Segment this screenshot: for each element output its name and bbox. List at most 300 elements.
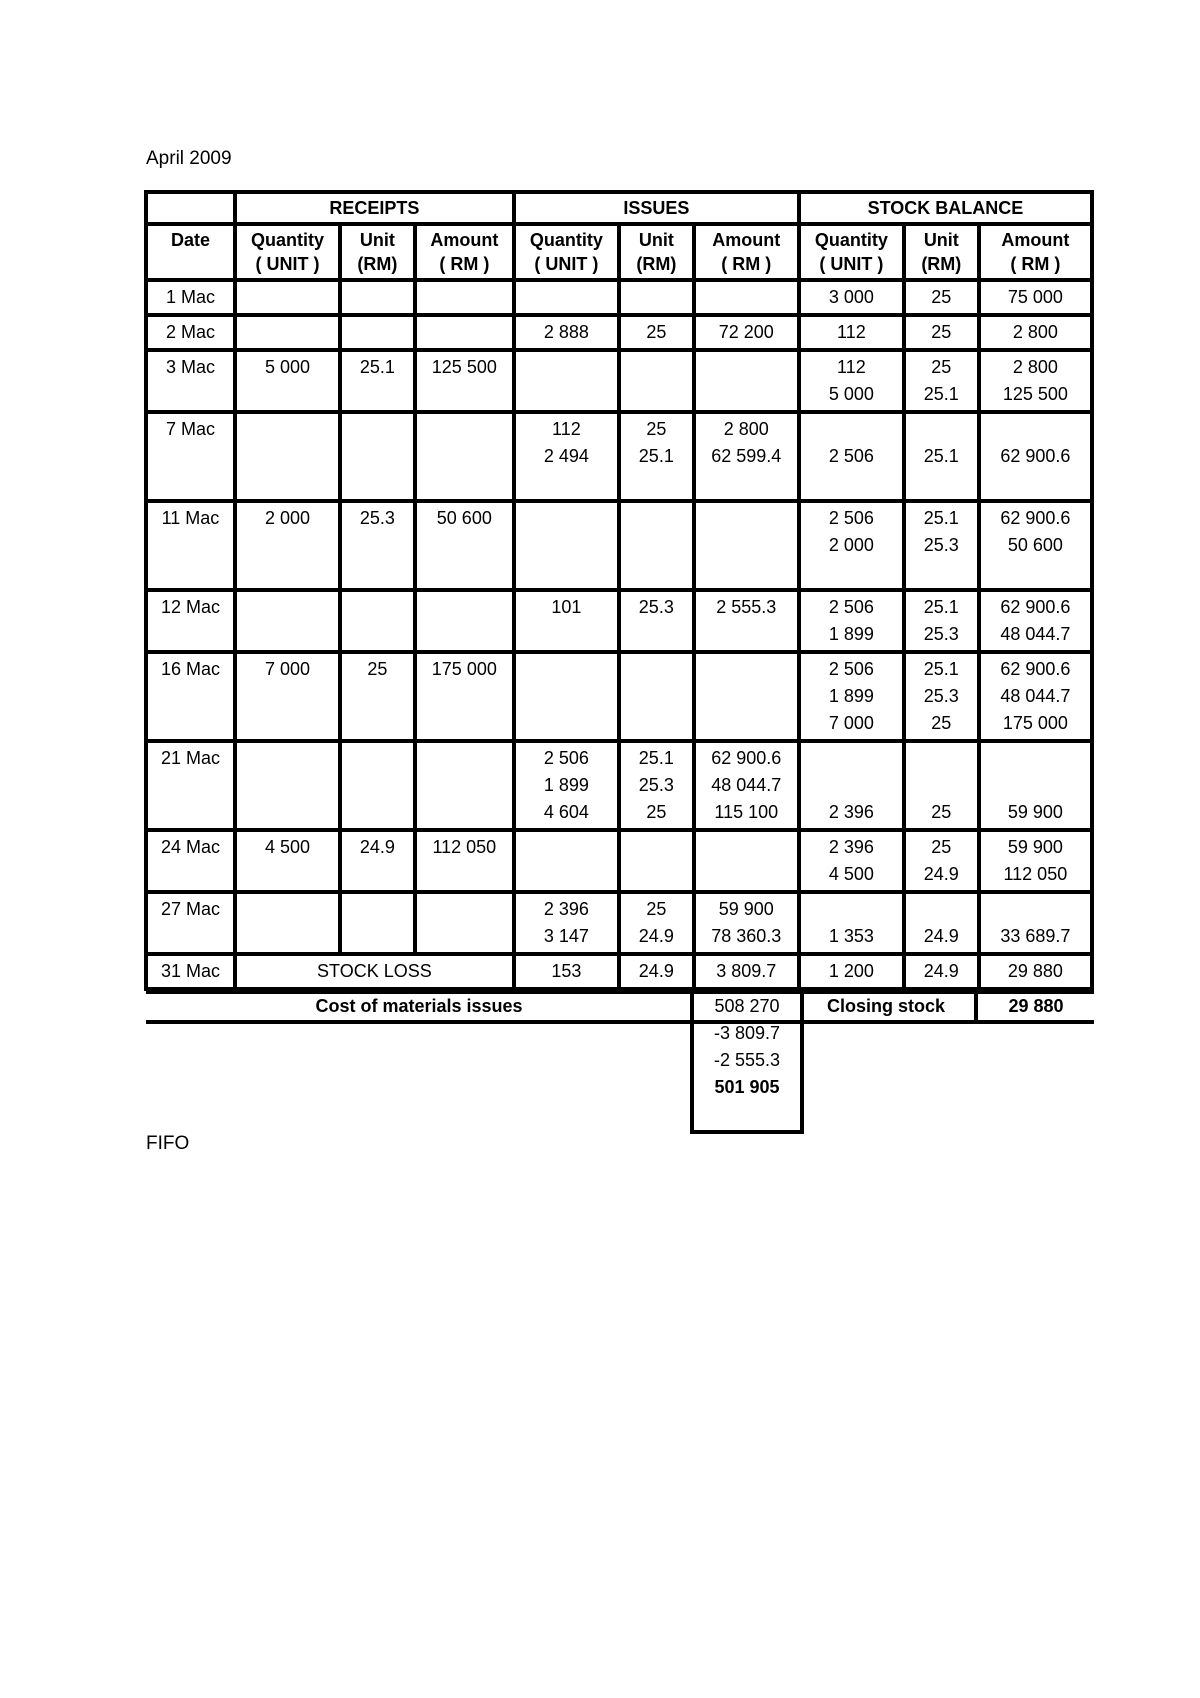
table-row: [146, 741, 1092, 830]
cell-line: [908, 559, 975, 586]
value-cell: [415, 741, 514, 830]
cell-line: 62 900.6: [1000, 659, 1071, 679]
value-cell: [340, 315, 415, 350]
value-cell: [415, 830, 514, 892]
cell-line: [239, 470, 336, 497]
date-cell: 2 Mac: [146, 315, 235, 350]
value-cell: [799, 280, 904, 315]
cell-line: 62 599.4: [711, 446, 782, 466]
date-cell: 12 Mac: [146, 590, 235, 652]
cell-line: [908, 470, 975, 497]
cell-line: [419, 799, 510, 826]
table-row: [146, 350, 1092, 412]
cell-line: [419, 284, 510, 311]
cell-line: 25.1: [638, 446, 674, 466]
cell-line: [698, 710, 795, 737]
cell-line: [698, 354, 795, 381]
cell-line: [518, 470, 615, 497]
cell-line: 1 899: [543, 775, 589, 795]
cell-line: 2 506: [828, 659, 874, 679]
cell-line: [239, 416, 336, 443]
cell-line: [419, 470, 510, 497]
table-row: [146, 412, 1092, 501]
value-cell: [694, 954, 799, 989]
value-cell: [514, 741, 619, 830]
value-cell: [340, 590, 415, 652]
cell-line: [518, 834, 615, 861]
cell-line: 24.9: [923, 961, 959, 981]
cell-line: [698, 284, 795, 311]
column-header-line: Quantity: [250, 230, 324, 250]
value-cell: [694, 501, 799, 590]
value-cell: [235, 280, 340, 315]
cell-line: 48 044.7: [711, 775, 782, 795]
cell-line: 7 000: [264, 659, 310, 679]
cost-line: -2 555.3: [713, 1050, 781, 1070]
cell-line: [344, 443, 411, 470]
column-header: [619, 224, 694, 280]
cell-line: [803, 416, 900, 443]
column-header: [514, 224, 619, 280]
column-header-line: ( UNIT ): [819, 254, 884, 274]
value-cell: [514, 280, 619, 315]
cell-line: 25.1: [923, 446, 959, 466]
cell-line: 62 900.6: [711, 748, 782, 768]
group-header-blank: [146, 192, 235, 224]
cell-line: 2 506: [828, 446, 874, 466]
value-cell: [514, 652, 619, 741]
cell-line: [419, 896, 510, 923]
cell-line: [344, 621, 411, 648]
cell-line: 1 200: [828, 961, 874, 981]
closing-stock-label: Closing stock: [826, 996, 946, 1016]
cell-line: [419, 443, 510, 470]
cell-line: 2 494: [543, 446, 589, 466]
value-cell: [694, 280, 799, 315]
cell-line: [419, 772, 510, 799]
cell-line: 25.1: [923, 384, 959, 404]
value-cell: [904, 954, 979, 989]
cell-line: 25: [931, 322, 952, 342]
date-cell: 24 Mac: [146, 830, 235, 892]
cell-line: 112: [552, 419, 581, 439]
cell-line: 4 604: [543, 802, 589, 822]
cell-line: [518, 559, 615, 586]
cell-line: [239, 772, 336, 799]
cell-line: [908, 772, 975, 799]
cell-line: 48 044.7: [1000, 686, 1071, 706]
value-cell: [619, 830, 694, 892]
cell-line: [518, 683, 615, 710]
value-cell: [619, 350, 694, 412]
cell-line: 2 000: [828, 535, 874, 555]
value-cell: [340, 892, 415, 954]
column-header-line: Quantity: [814, 230, 888, 250]
cell-line: [698, 656, 795, 683]
cell-line: [803, 772, 900, 799]
cell-line: 3 809.7: [716, 961, 777, 981]
cell-line: [803, 896, 900, 923]
cell-line: [623, 834, 690, 861]
cell-line: 24.9: [923, 926, 959, 946]
value-cell: [340, 652, 415, 741]
value-cell: [979, 350, 1092, 412]
cell-line: [344, 896, 411, 923]
column-header-line: (RM): [636, 254, 677, 274]
value-cell: [904, 892, 979, 954]
cell-line: [623, 381, 690, 408]
value-cell: [799, 350, 904, 412]
cell-line: 2 800: [1012, 357, 1058, 377]
value-cell: [904, 830, 979, 892]
table-row: [146, 954, 1092, 989]
value-cell: [799, 652, 904, 741]
cell-line: [419, 416, 510, 443]
cell-line: [239, 683, 336, 710]
value-cell: [514, 830, 619, 892]
cell-line: 25.3: [923, 686, 959, 706]
cell-line: 25: [646, 419, 667, 439]
cell-line: 25.1: [923, 597, 959, 617]
value-cell: [514, 892, 619, 954]
cell-line: 153: [551, 961, 582, 981]
value-cell: [619, 741, 694, 830]
cell-line: [518, 861, 615, 888]
value-cell: [235, 590, 340, 652]
value-cell: [904, 280, 979, 315]
cell-line: 24.9: [359, 837, 395, 857]
value-cell: [340, 501, 415, 590]
cell-line: 59 900: [1007, 802, 1063, 822]
cell-line: [344, 532, 411, 559]
date-cell: 31 Mac: [146, 954, 235, 989]
value-cell: [619, 652, 694, 741]
value-cell: [340, 350, 415, 412]
value-cell: [235, 412, 340, 501]
column-header: [904, 224, 979, 280]
column-header: [979, 224, 1092, 280]
value-cell: [340, 830, 415, 892]
value-cell: [415, 350, 514, 412]
cell-line: [623, 284, 690, 311]
cell-line: 112: [837, 357, 866, 377]
value-cell: [904, 315, 979, 350]
column-header-line: Unit: [923, 230, 959, 250]
cell-line: 48 044.7: [1000, 624, 1071, 644]
column-header-line: ( RM ): [1010, 254, 1061, 274]
cell-line: [983, 416, 1088, 443]
cell-line: [623, 683, 690, 710]
column-header-line: ( UNIT ): [255, 254, 320, 274]
cell-line: [518, 284, 615, 311]
cell-line: [239, 532, 336, 559]
cell-line: [623, 621, 690, 648]
cell-line: [698, 621, 795, 648]
cell-line: 1 353: [828, 926, 874, 946]
value-cell: [235, 652, 340, 741]
cell-line: [983, 772, 1088, 799]
column-header-row: [146, 224, 1092, 280]
column-header-line: (RM): [357, 254, 398, 274]
cell-line: [239, 799, 336, 826]
cell-line: [419, 532, 510, 559]
cell-line: [344, 772, 411, 799]
date-cell: 3 Mac: [146, 350, 235, 412]
cell-line: 50 600: [1007, 535, 1063, 555]
cell-line: 75 000: [1007, 287, 1063, 307]
cost-calculation-box: [690, 990, 804, 1134]
cell-line: 59 900: [1007, 837, 1063, 857]
date-cell: 7 Mac: [146, 412, 235, 501]
cell-line: 2 396: [828, 802, 874, 822]
cell-line: 7 000: [828, 713, 874, 733]
table-row: [146, 830, 1092, 892]
value-cell: [799, 501, 904, 590]
value-cell: [415, 315, 514, 350]
cell-line: [419, 710, 510, 737]
cell-line: 25: [931, 837, 952, 857]
cell-line: 1 899: [828, 624, 874, 644]
column-header: [340, 224, 415, 280]
cell-line: 25.3: [923, 624, 959, 644]
value-cell: [979, 280, 1092, 315]
cell-line: [419, 621, 510, 648]
cell-line: 5 000: [828, 384, 874, 404]
column-header-line: Amount: [430, 230, 499, 250]
value-cell: [235, 350, 340, 412]
cell-line: 1 899: [828, 686, 874, 706]
cell-line: 25.3: [923, 535, 959, 555]
cell-line: 25: [931, 357, 952, 377]
cell-line: 2 396: [543, 899, 589, 919]
value-cell: [694, 315, 799, 350]
cell-line: [419, 319, 510, 346]
cell-line: 25: [931, 802, 952, 822]
cell-line: 25: [931, 713, 952, 733]
cell-line: 25.3: [638, 597, 674, 617]
value-cell: [514, 315, 619, 350]
cell-line: [623, 710, 690, 737]
value-cell: [904, 652, 979, 741]
cell-line: 25.3: [638, 775, 674, 795]
cell-line: 62 900.6: [1000, 446, 1071, 466]
column-header: [146, 224, 235, 280]
date-cell: 16 Mac: [146, 652, 235, 741]
cell-line: [239, 861, 336, 888]
cell-line: [239, 381, 336, 408]
cell-line: [623, 470, 690, 497]
cell-line: [239, 710, 336, 737]
value-cell: [904, 590, 979, 652]
table-row: [146, 501, 1092, 590]
cell-line: 101: [551, 597, 582, 617]
value-cell: [694, 892, 799, 954]
cell-line: 3 000: [828, 287, 874, 307]
value-cell: [799, 830, 904, 892]
cell-line: [239, 284, 336, 311]
value-cell: [904, 350, 979, 412]
cell-line: [623, 656, 690, 683]
date-cell: 27 Mac: [146, 892, 235, 954]
cell-line: 25: [367, 659, 388, 679]
cost-line: -3 809.7: [713, 1023, 781, 1043]
cell-line: [983, 745, 1088, 772]
table-row: [146, 280, 1092, 315]
value-cell: [340, 741, 415, 830]
cell-line: 24.9: [638, 961, 674, 981]
cell-line: [983, 470, 1088, 497]
value-cell: [979, 590, 1092, 652]
cell-line: 24.9: [923, 864, 959, 884]
cell-line: 112 050: [432, 837, 497, 857]
value-cell: [235, 830, 340, 892]
cell-line: 62 900.6: [1000, 508, 1071, 528]
cell-line: [419, 559, 510, 586]
cell-line: [803, 470, 900, 497]
cell-line: 2 000: [264, 508, 310, 528]
cell-line: 3 147: [543, 926, 589, 946]
cell-line: 25: [646, 899, 667, 919]
summary-top-rule: [146, 990, 1094, 994]
cell-line: [518, 354, 615, 381]
value-cell: [619, 954, 694, 989]
cell-line: [623, 505, 690, 532]
cell-line: [344, 559, 411, 586]
cell-line: [698, 683, 795, 710]
date-cell: 1 Mac: [146, 280, 235, 315]
value-cell: [415, 501, 514, 590]
group-header-row: [146, 192, 1092, 224]
cost-line: 508 270: [714, 996, 780, 1016]
value-cell: [979, 315, 1092, 350]
value-cell: [619, 412, 694, 501]
cell-line: [344, 683, 411, 710]
cell-line: 25.1: [638, 748, 674, 768]
cell-line: [983, 559, 1088, 586]
value-cell: [694, 590, 799, 652]
cell-line: 4 500: [264, 837, 310, 857]
value-cell: [799, 412, 904, 501]
cell-line: 112 050: [1003, 864, 1068, 884]
cell-line: [908, 416, 975, 443]
value-cell: [235, 315, 340, 350]
value-cell: [979, 652, 1092, 741]
cell-line: [518, 381, 615, 408]
cell-line: 78 360.3: [711, 926, 782, 946]
cell-line: [518, 710, 615, 737]
cell-line: [803, 745, 900, 772]
value-cell: [619, 315, 694, 350]
cell-line: 4 500: [828, 864, 874, 884]
cell-line: 2 555.3: [716, 597, 777, 617]
date-cell: 21 Mac: [146, 741, 235, 830]
cell-line: [908, 745, 975, 772]
cell-line: [623, 532, 690, 559]
value-cell: [340, 280, 415, 315]
cell-line: 33 689.7: [1000, 926, 1071, 946]
cell-line: 25.3: [359, 508, 395, 528]
value-cell: [904, 501, 979, 590]
cell-line: [623, 861, 690, 888]
cell-line: [344, 416, 411, 443]
cell-line: [419, 745, 510, 772]
cell-line: 25.1: [359, 357, 395, 377]
cell-line: [698, 834, 795, 861]
cell-line: [698, 470, 795, 497]
cell-line: [344, 284, 411, 311]
cell-line: [698, 559, 795, 586]
method-label: FIFO: [146, 1133, 190, 1154]
value-cell: [415, 412, 514, 501]
value-cell: [514, 350, 619, 412]
cell-line: [239, 443, 336, 470]
cell-line: 29 880: [1007, 961, 1063, 981]
column-header-line: ( RM ): [439, 254, 490, 274]
value-cell: [514, 501, 619, 590]
column-header-line: Unit: [638, 230, 674, 250]
page-title: April 2009: [146, 148, 232, 169]
cell-line: [344, 745, 411, 772]
cell-line: 2 800: [723, 419, 769, 439]
cell-line: [518, 532, 615, 559]
cell-line: 5 000: [264, 357, 310, 377]
cell-line: [419, 381, 510, 408]
column-header-line: ( RM ): [721, 254, 772, 274]
value-cell: [514, 590, 619, 652]
cell-line: [239, 319, 336, 346]
cell-line: 2 506: [828, 597, 874, 617]
cell-line: 25.1: [923, 508, 959, 528]
cell-line: 25: [931, 287, 952, 307]
cell-line: [908, 896, 975, 923]
cell-line: 175 000: [1002, 713, 1068, 733]
cell-line: 50 600: [436, 508, 492, 528]
column-header-line: (RM): [921, 254, 962, 274]
cell-line: 175 000: [431, 659, 497, 679]
cell-line: [419, 683, 510, 710]
cell-line: [698, 532, 795, 559]
cell-line: [983, 896, 1088, 923]
value-cell: [979, 741, 1092, 830]
cell-line: [344, 861, 411, 888]
value-cell: [235, 501, 340, 590]
cell-line: [239, 896, 336, 923]
cell-line: 25.1: [923, 659, 959, 679]
value-cell: [799, 590, 904, 652]
value-cell: [340, 412, 415, 501]
value-cell: [694, 412, 799, 501]
cell-line: 25: [646, 802, 667, 822]
value-cell: [415, 590, 514, 652]
cell-line: [344, 923, 411, 950]
table-row: [146, 315, 1092, 350]
cell-line: [803, 559, 900, 586]
cell-line: 24.9: [638, 926, 674, 946]
column-header: [694, 224, 799, 280]
cell-line: 2 800: [1012, 322, 1058, 342]
cell-line: [239, 594, 336, 621]
value-cell: [694, 741, 799, 830]
column-header-line: Unit: [359, 230, 395, 250]
value-cell: [235, 892, 340, 954]
cost-of-materials-label: Cost of materials issues: [315, 996, 523, 1016]
cell-line: [344, 381, 411, 408]
cell-line: [623, 354, 690, 381]
value-cell: [979, 830, 1092, 892]
value-cell: [799, 954, 904, 989]
cell-line: 72 200: [718, 322, 774, 342]
cell-line: 115 100: [714, 802, 779, 822]
